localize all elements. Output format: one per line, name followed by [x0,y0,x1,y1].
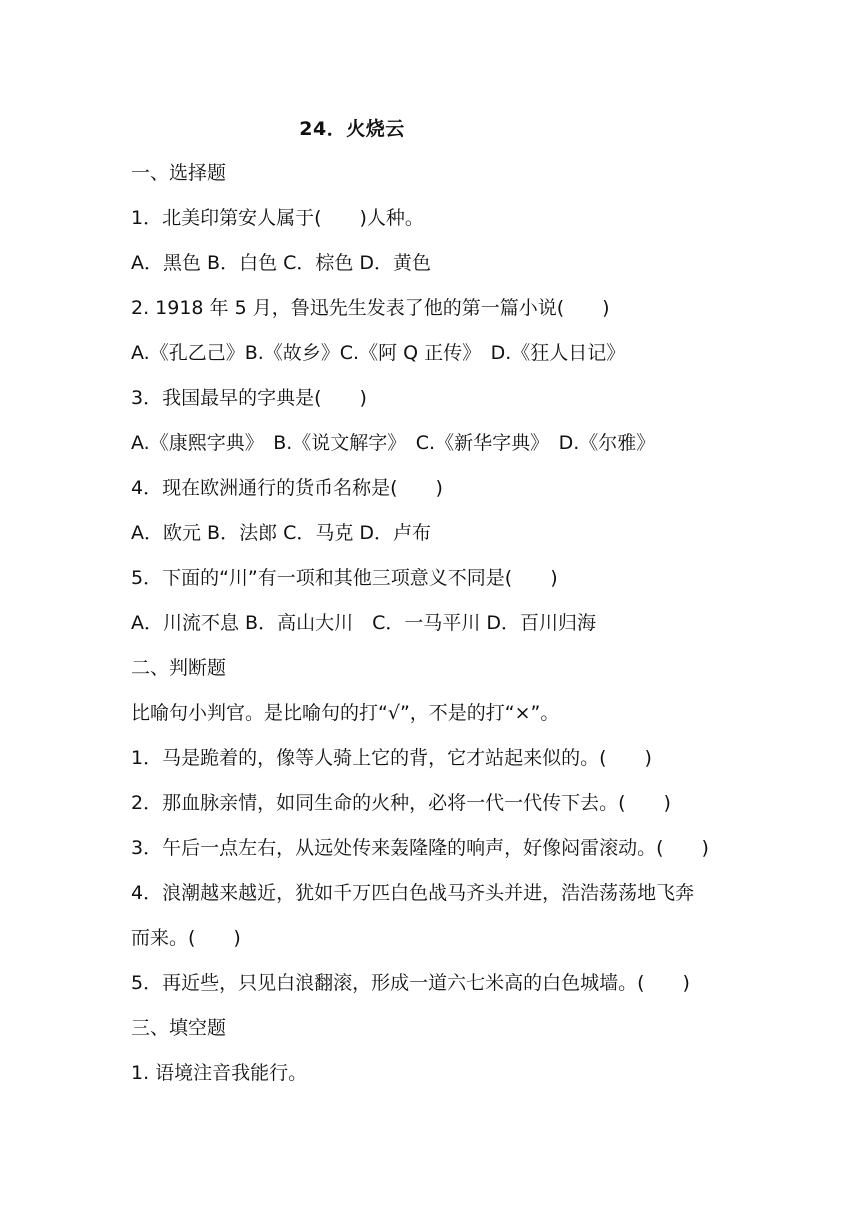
judge-item-5: 5．再近些，只见白浪翻滚，形成一道六七米高的白色城墙。( ) [131,972,690,994]
section-heading-choice: 一、选择题 [131,162,227,184]
judge-item-1: 1．马是跪着的，像等人骑上它的背，它才站起来似的。( ) [131,747,652,769]
judge-intro: 比喻句小判官。是比喻句的打“√”，不是的打“×”。 [131,702,560,724]
choice-options-4: A．欧元 B．法郎 C．马克 D．卢布 [131,522,432,544]
choice-options-5: A．川流不息 B．高山大川 C．一马平川 D．百川归海 [131,612,597,634]
section-heading-judge: 二、判断题 [131,657,227,679]
choice-question-2: 2. 1918 年 5 月，鲁迅先生发表了他的第一篇小说( ) [131,297,610,319]
judge-item-2: 2．那血脉亲情，如同生命的火种，必将一代一代传下去。( ) [131,792,671,814]
choice-question-1: 1．北美印第安人属于( )人种。 [131,207,424,229]
choice-question-4: 4．现在欧洲通行的货币名称是( ) [131,477,443,499]
judge-item-3: 3．午后一点左右，从远处传来轰隆隆的响声，好像闷雷滚动。( ) [131,837,709,859]
choice-question-3: 3．我国最早的字典是( ) [131,387,367,409]
choice-options-1: A．黑色 B．白色 C．棕色 D．黄色 [131,252,432,274]
choice-options-3: A.《康熙字典》 B.《说文解字》 C.《新华字典》 D.《尔雅》 [131,432,656,454]
choice-question-5: 5．下面的“川”有一项和其他三项意义不同是( ) [131,567,558,589]
judge-item-4-continued: 而来。( ) [131,927,241,949]
section-heading-fill: 三、填空题 [131,1017,227,1039]
page-title: 24．火烧云 [299,118,405,140]
fill-item-1: 1. 语境注音我能行。 [131,1062,308,1084]
choice-options-2: A.《孔乙己》B.《故乡》C.《阿 Q 正传》 D.《狂人日记》 [131,342,626,364]
judge-item-4: 4．浪潮越来越近，犹如千万匹白色战马齐头并进，浩浩荡荡地飞奔 [131,882,695,904]
